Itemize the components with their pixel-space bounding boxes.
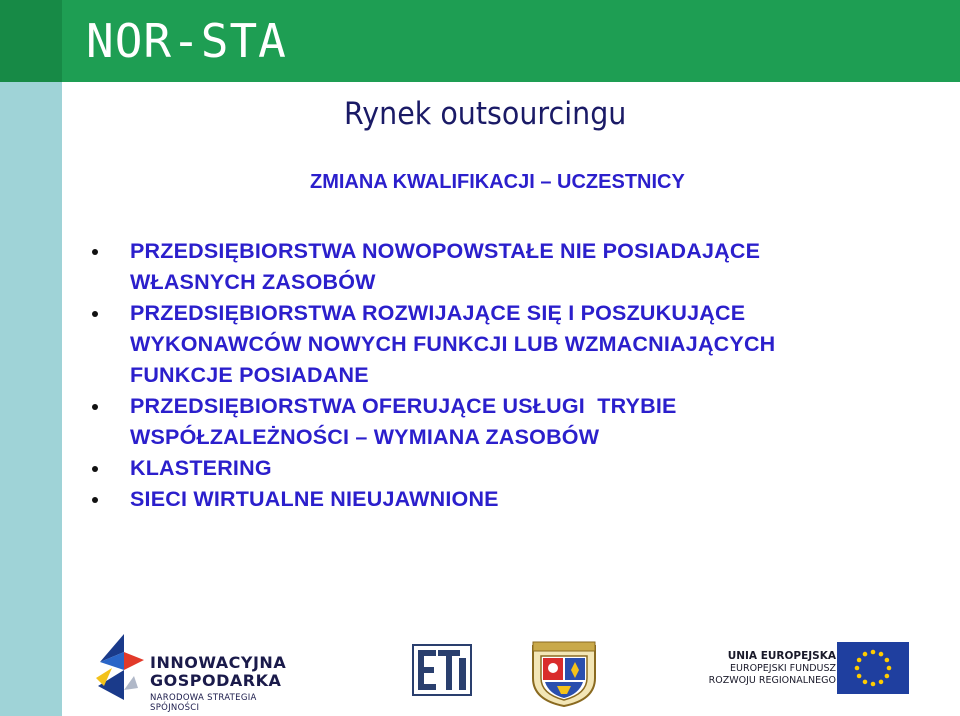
eu-flag-icon [837, 642, 909, 694]
bullet-icon [92, 466, 98, 472]
ig-emblem-icon [94, 630, 150, 706]
bullet-line: PRZEDSIĘBIORSTWA NOWOPOWSTAŁE NIE POSIADAJĄCE [130, 239, 761, 263]
ig-line3: NARODOWA STRATEGIA SPÓJNOŚCI [150, 693, 257, 713]
bullet-icon [92, 311, 98, 317]
bullet-list [92, 236, 872, 515]
innowacyjna-gospodarka-logo [94, 630, 304, 713]
bullet-line: FUNKCJE POSIADANE [130, 363, 369, 387]
bullet-item [92, 391, 872, 453]
bullet-item [92, 298, 872, 391]
ue-line3: ROZWOJU REGIONALNEGO [708, 675, 836, 686]
ue-text-block [704, 650, 836, 687]
bullet-icon [92, 404, 98, 410]
ig-line2: GOSPODARKA [150, 671, 282, 690]
bullet-line: WYKONAWCÓW NOWYCH FUNKCJI LUB WZMACNIAJĄCYCH [130, 332, 776, 356]
bullet-line: PRZEDSIĘBIORSTWA OFERUJĄCE USŁUGI TRYBIE [130, 394, 677, 418]
brand-logo-text: NOR-STA [86, 14, 287, 68]
bullet-item [92, 236, 872, 298]
bullet-line: KLASTERING [130, 456, 272, 480]
bullet-icon [92, 497, 98, 503]
header-shade [0, 0, 62, 82]
logo-strip [0, 620, 960, 716]
slide-subtitle: ZMIANA KWALIFIKACJI – UCZESTNICY [310, 171, 685, 193]
bullet-line: PRZEDSIĘBIORSTWA ROZWIJAJĄCE SIĘ I POSZUKUJĄCE [130, 301, 746, 325]
bullet-line: WŁASNYCH ZASOBÓW [130, 270, 376, 294]
bullet-line: WSPÓŁZALEŻNOŚCI – WYMIANA ZASOBÓW [130, 425, 600, 449]
ue-line1: UNIA EUROPEJSKA [727, 650, 836, 662]
bullet-line: SIECI WIRTUALNE NIEUJAWNIONE [130, 487, 499, 511]
university-seal-icon [527, 638, 601, 708]
ig-line1: INNOWACYJNA [150, 653, 287, 672]
eti-logo-icon [412, 644, 472, 696]
bullet-item [92, 453, 872, 484]
bullet-icon [92, 249, 98, 255]
bullet-item [92, 484, 872, 515]
ue-line2: EUROPEJSKI FUNDUSZ [730, 663, 836, 674]
slide-title: Rynek outsourcingu [344, 96, 627, 132]
header-bar [0, 0, 960, 82]
